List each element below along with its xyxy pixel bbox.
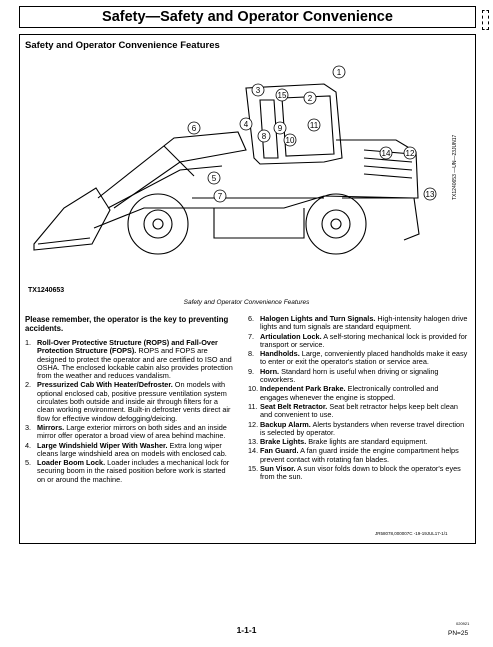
item-text: Brake lights are standard equipment. xyxy=(306,437,428,447)
item-text: Seat belt retractor helps keep belt clean and convenient to use. xyxy=(260,401,458,420)
callout-15-label: 15 xyxy=(277,91,287,100)
list-item xyxy=(248,333,468,350)
page-number: 1-1-1 xyxy=(236,625,257,635)
callout-1 xyxy=(333,66,345,78)
callout-3 xyxy=(252,84,264,96)
item-number: 7. xyxy=(248,331,255,341)
item-title: Fan Guard. xyxy=(260,446,299,456)
callout-9 xyxy=(274,122,286,134)
item-number: 14. xyxy=(248,446,259,456)
small-code: 020921 xyxy=(456,621,470,626)
item-text: On models with optional enclosed cab, positive pressure ventilation system circulates both outside and inside air through filters for a clean working environment. Built-in defroster vents direct air flow for effective window defogging/deicing. xyxy=(37,380,231,423)
callout-2 xyxy=(304,92,316,104)
callout-5-label: 5 xyxy=(211,174,217,183)
list-item xyxy=(248,438,468,446)
list-item xyxy=(25,424,235,441)
callout-6 xyxy=(188,122,200,134)
list-item xyxy=(25,339,235,380)
page-marker xyxy=(482,10,489,30)
callout-12 xyxy=(404,147,416,159)
item-text: A fan guard inside the engine compartment helps prevent contact with rotating fan blades. xyxy=(260,446,459,464)
list-item xyxy=(25,381,235,422)
item-text: A self-storing mechanical lock is provided for transport or service. xyxy=(260,331,468,349)
item-title: Horn. xyxy=(260,366,280,376)
item-number: 3. xyxy=(25,422,32,432)
item-title: Roll-Over Protective Structure (ROPS) and Fall-Over Protection Structure (FOPS). xyxy=(37,338,218,356)
callout-4 xyxy=(240,118,252,130)
item-title: Large Windshield Wiper With Washer. xyxy=(37,440,168,450)
callout-2-label: 2 xyxy=(307,94,313,103)
callout-14 xyxy=(380,147,392,159)
list-item xyxy=(248,315,468,332)
item-number: 13. xyxy=(248,437,259,447)
callout-10 xyxy=(284,134,296,146)
item-number: 12. xyxy=(248,419,259,429)
callout-13 xyxy=(424,188,436,200)
item-text: Large, conveniently placed handholds make it easy to enter or exit the operator's station or service area. xyxy=(260,349,468,367)
list-item xyxy=(25,459,235,484)
item-text: Loader includes a mechanical lock for securing boom in the raised position before work is started on or around the machine. xyxy=(37,458,230,484)
item-title: Handholds. xyxy=(260,349,300,359)
item-text: Large exterior mirrors on both sides and an inside mirror offer operator a broad view of area behind machine. xyxy=(37,422,227,441)
item-text: A sun visor folds down to block the operator's eyes from the sun. xyxy=(260,464,461,482)
item-number: 4. xyxy=(25,440,32,450)
callout-10-label: 10 xyxy=(285,136,295,145)
item-title: Pressurized Cab With Heater/Defroster. xyxy=(37,380,173,390)
item-text: Standard horn is useful when driving or signaling coworkers. xyxy=(260,366,439,385)
intro-text: Please remember, the operator is the key to preventing accidents. xyxy=(25,315,229,333)
item-number: 11. xyxy=(248,401,258,411)
item-title: Articulation Lock. xyxy=(260,331,322,341)
item-number: 9. xyxy=(248,366,255,376)
callout-5 xyxy=(208,172,220,184)
callout-1-label: 1 xyxy=(336,68,342,77)
item-number: 1. xyxy=(25,338,32,347)
figure-caption: Safety and Operator Convenience Features xyxy=(183,299,310,306)
item-title: Seat Belt Retractor. xyxy=(260,401,328,411)
item-title: Brake Lights. xyxy=(260,437,307,447)
feature-list-right xyxy=(248,315,468,483)
page-title: Safety—Safety and Operator Convenience xyxy=(19,6,476,28)
item-title: Sun Visor. xyxy=(260,464,296,474)
list-item xyxy=(248,350,468,367)
item-number: 8. xyxy=(248,349,255,359)
list-item xyxy=(248,368,468,385)
callout-4-label: 4 xyxy=(243,120,249,129)
callout-8 xyxy=(258,130,270,142)
list-item xyxy=(25,442,235,459)
callout-12-label: 12 xyxy=(405,149,415,158)
pn-label: PN=25 xyxy=(448,630,469,637)
item-text: Extra long wiper cleans large windshield area on models with enclosed cab. xyxy=(37,440,227,458)
item-number: 10. xyxy=(248,384,259,394)
callout-9-label: 9 xyxy=(277,124,283,133)
item-number: 6. xyxy=(248,314,255,323)
item-title: Backup Alarm. xyxy=(260,419,311,429)
item-number: 15. xyxy=(248,464,259,474)
list-item xyxy=(248,465,468,482)
item-title: Independent Park Brake. xyxy=(260,384,346,394)
section-title: Safety and Operator Convenience Features xyxy=(25,40,220,51)
callout-13-label: 13 xyxy=(425,190,435,199)
list-item xyxy=(248,385,468,402)
callout-11 xyxy=(308,119,320,131)
item-number: 5. xyxy=(25,458,32,468)
list-item xyxy=(248,447,468,464)
callout-15 xyxy=(276,89,288,101)
loader-illustration xyxy=(24,58,444,290)
item-text: ROPS and FOPS are designed to protect the operator and are certified to ISO and OSHA. The enclosed lockable cabin also provides protection from the weather and reduces vandalism. xyxy=(37,346,233,381)
figure-side-label: TX1240653 —UN—23JUN17 xyxy=(452,134,458,200)
reference-code: JR58078,000007C -19-19JUL17-1/1 xyxy=(375,531,448,536)
callout-14-label: 14 xyxy=(381,149,391,158)
item-title: Mirrors. xyxy=(37,422,65,432)
callout-3-label: 3 xyxy=(255,86,261,95)
list-item xyxy=(248,421,468,438)
item-text: Alerts bystanders when reverse travel direction is selected by operator. xyxy=(260,419,465,437)
item-text: Electronically controlled and engages whenever the engine is stopped. xyxy=(260,384,439,402)
item-title: Halogen Lights and Turn Signals. xyxy=(260,314,376,323)
feature-list-left xyxy=(25,315,235,485)
callout-7-label: 7 xyxy=(217,192,223,201)
list-item xyxy=(248,403,468,420)
callout-6-label: 6 xyxy=(191,124,197,133)
item-title: Loader Boom Lock. xyxy=(37,458,106,468)
callout-11-label: 11 xyxy=(309,121,319,130)
item-text: High-intensity halogen drive lights and turn signals are standard equipment. xyxy=(260,314,468,332)
item-number: 2. xyxy=(25,380,32,390)
figure-id: TX1240653 xyxy=(28,287,65,294)
callout-7 xyxy=(214,190,226,202)
callout-8-label: 8 xyxy=(261,132,267,141)
